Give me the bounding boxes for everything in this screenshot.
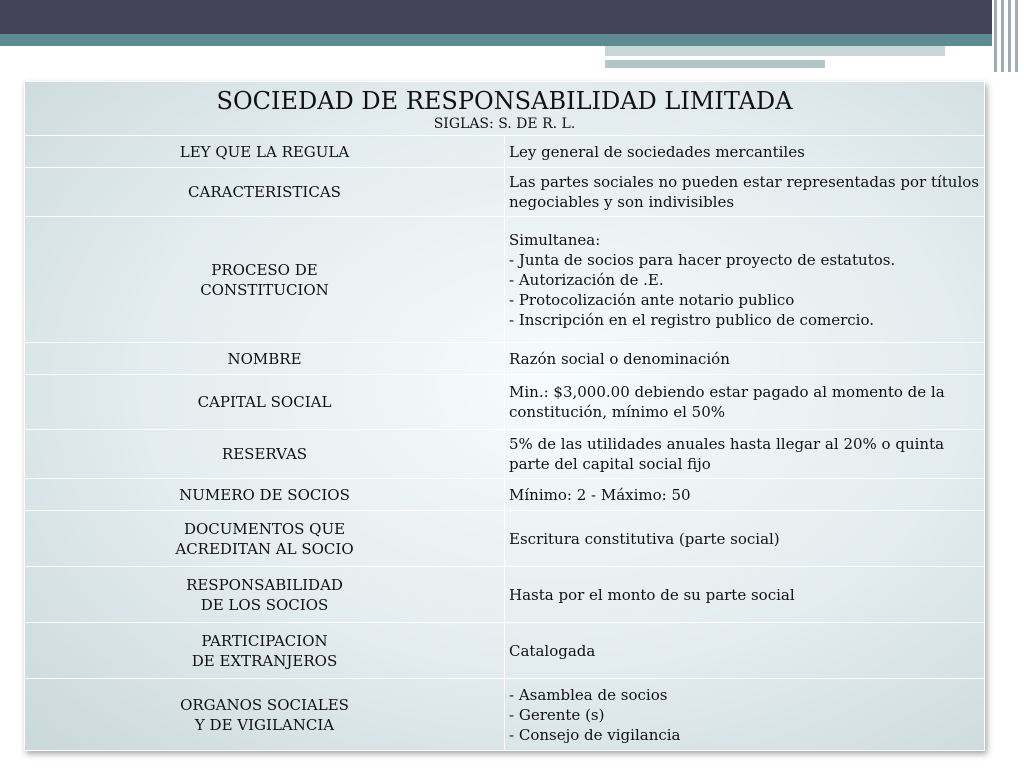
row-label-cell: [25, 168, 505, 217]
row-value-cell: [505, 511, 985, 567]
row-value-line: Catalogada: [509, 641, 596, 660]
row-label-line: NUMERO DE SOCIOS: [179, 485, 350, 504]
row-label-line: CAPITAL SOCIAL: [197, 393, 332, 411]
row-label-cell: [25, 511, 505, 567]
row-value-line: - Consejo de vigilancia: [509, 725, 681, 744]
table-row: [25, 343, 985, 375]
row-value-line: Las partes sociales no pueden estar representadas por títulos negociables y son indivisibles: [509, 173, 979, 211]
slide-corner-stripes: [992, 0, 1024, 72]
row-label-line: RESPONSABILIDAD: [186, 575, 343, 594]
row-value-line: - Inscripción en el registro publico de comercio.: [509, 310, 874, 329]
table-row: [25, 430, 985, 479]
row-label-line: DE LOS SOCIOS: [200, 595, 329, 614]
row-label-line: ORGANOS SOCIALES: [180, 695, 349, 714]
row-label-cell: [25, 136, 505, 168]
row-value-line: Ley general de sociedades mercantiles: [509, 142, 805, 161]
row-label-cell: [25, 623, 505, 679]
row-label-line: NOMBRE: [227, 349, 302, 368]
table-row: [25, 567, 985, 623]
row-label-cell: [25, 567, 505, 623]
table-header-row: [25, 82, 985, 136]
row-value-cell: [505, 623, 985, 679]
row-label-line: CARACTERISTICAS: [188, 183, 341, 201]
row-label-line: PARTICIPACION: [201, 631, 328, 650]
row-value-cell: [505, 168, 985, 217]
row-label-line: CONSTITUCION: [200, 280, 329, 299]
table-row: [25, 136, 985, 168]
table-row: [25, 375, 985, 430]
table-row: [25, 217, 985, 343]
company-type-table: [24, 81, 985, 751]
table-header-cell: [25, 82, 985, 136]
row-value-cell: [505, 343, 985, 375]
table-subtitle: SIGLAS: S. DE R. L.: [433, 116, 576, 132]
row-value-cell: [505, 567, 985, 623]
row-value-line: 5% de las utilidades anuales hasta llegar al 20% o quinta parte del capital social fijo: [509, 435, 945, 473]
row-label-line: RESERVAS: [221, 445, 308, 463]
slide-accent-bar-small: [605, 60, 825, 68]
row-value-cell: [505, 679, 985, 751]
row-label-line: ACREDITAN AL SOCIO: [175, 539, 354, 558]
row-value-line: - Gerente (s): [509, 705, 605, 724]
row-value-line: - Autorización de .E.: [509, 270, 664, 289]
row-label-line: DOCUMENTOS QUE: [183, 519, 346, 538]
row-value-line: Razón social o denominación: [509, 349, 730, 368]
row-value-cell: [505, 430, 985, 479]
row-value-cell: [505, 375, 985, 430]
row-value-cell: [505, 217, 985, 343]
table-row: [25, 679, 985, 751]
table-title: SOCIEDAD DE RESPONSABILIDAD LIMITADA: [216, 87, 793, 115]
row-label-cell: [25, 679, 505, 751]
row-value-line: - Asamblea de socios: [509, 685, 668, 704]
row-label-cell: [25, 375, 505, 430]
row-label-cell: [25, 430, 505, 479]
row-value-cell: [505, 479, 985, 511]
table-row: [25, 479, 985, 511]
slide-accent-bar: [605, 46, 945, 56]
row-value-line: Mínimo: 2 - Máximo: 50: [509, 485, 691, 504]
row-value-line: Simultanea:: [509, 230, 601, 249]
row-label-cell: [25, 217, 505, 343]
table-row: [25, 511, 985, 567]
row-value-line: Escritura constitutiva (parte social): [509, 529, 780, 548]
row-value-cell: [505, 136, 985, 168]
slide-teal-band: [0, 34, 1024, 46]
row-label-cell: [25, 343, 505, 375]
table-row: [25, 168, 985, 217]
row-value-line: - Protocolización ante notario publico: [509, 290, 795, 309]
row-value-line: Min.: $3,000.00 debiendo estar pagado al momento de la constitución, mínimo el 50%: [509, 383, 945, 421]
row-value-line: Hasta por el monto de su parte social: [509, 585, 795, 604]
row-label-line: PROCESO DE: [211, 260, 318, 279]
row-label-line: DE EXTRANJEROS: [191, 651, 338, 670]
table-row: [25, 623, 985, 679]
row-label-line: Y DE VIGILANCIA: [194, 715, 335, 734]
row-value-line: - Junta de socios para hacer proyecto de estatutos.: [509, 250, 896, 269]
row-label-line: LEY QUE LA REGULA: [179, 142, 350, 161]
row-label-cell: [25, 479, 505, 511]
slide-top-bar: [0, 0, 1024, 34]
